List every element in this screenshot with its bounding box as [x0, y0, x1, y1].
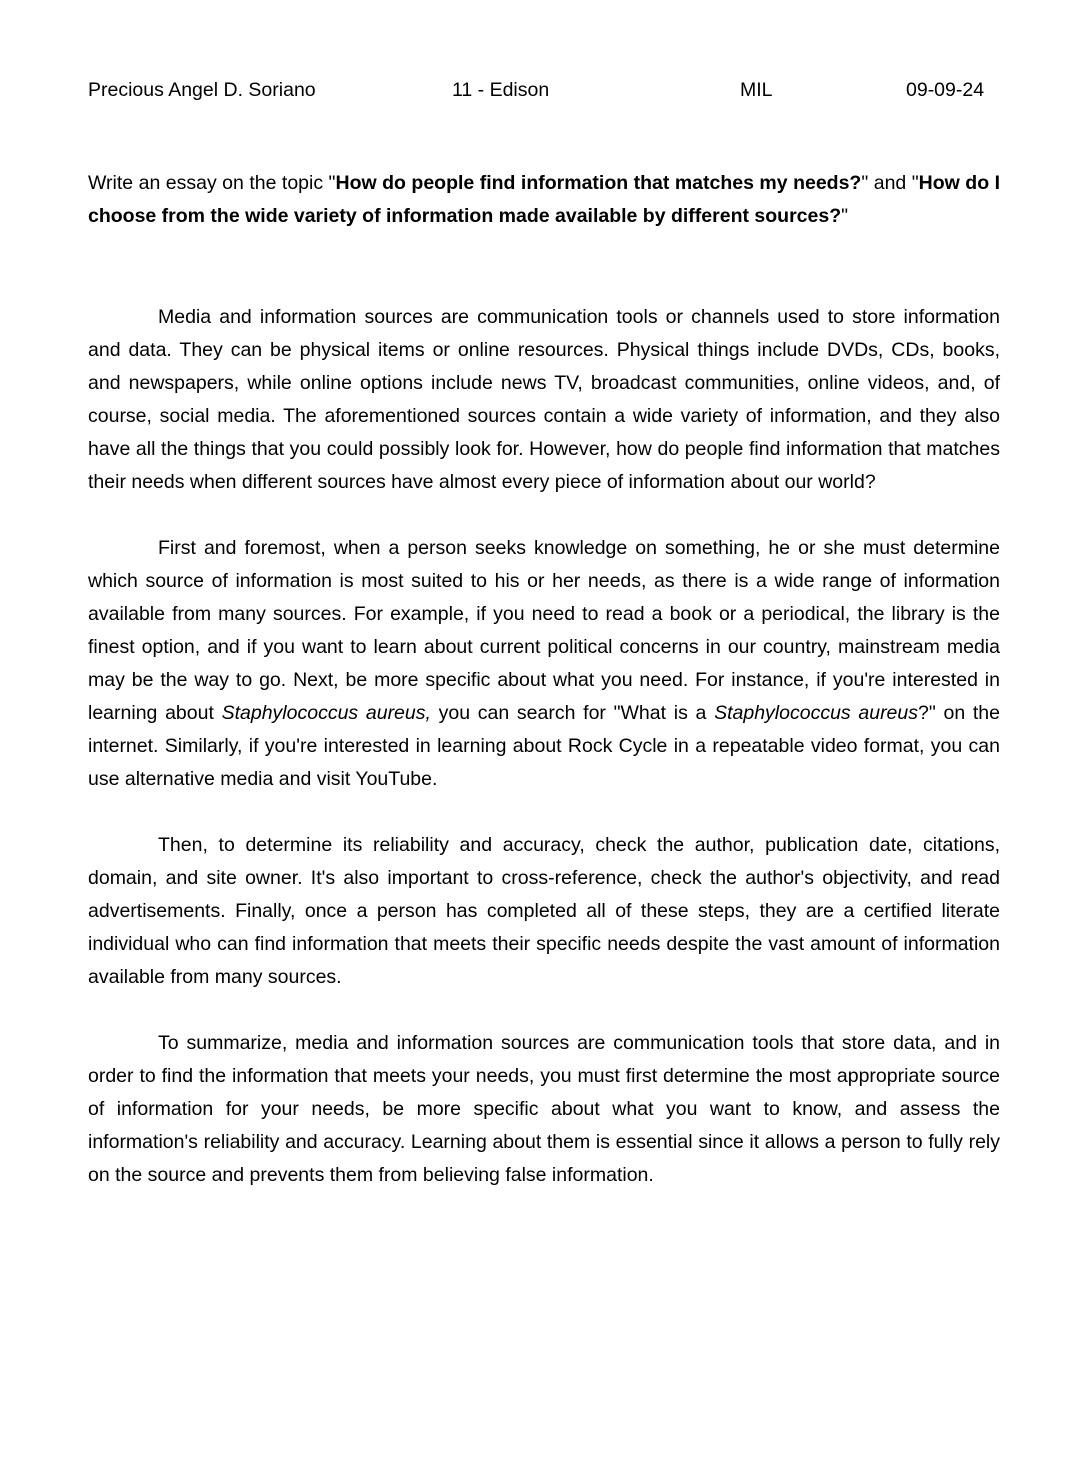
student-name: Precious Angel D. Soriano [88, 79, 316, 101]
document-date: 09-09-24 [906, 79, 985, 101]
essay-paragraph-3: Then, to determine its reliability and accuracy, check the author, publication date, citations, domain, and site owner. It's also important to cross-reference, check the author's objectivity, and read advertisements. Finally, once a person has completed all of these steps, they are a certified literate individual who can find information that meets their specific needs despite the vast amount of information available from many sources. [88, 834, 1000, 988]
essay-paragraph-4: To summarize, media and information sources are communication tools that store data, and in order to find the information that meets your needs, you must first determine the most appropriate source of information for your needs, be more specific about what you want to know, and assess the information's reliability and accuracy. Learning about them is essential since it allows a person to fully rely on the source and prevents them from believing false information. [88, 1032, 1000, 1186]
essay-prompt: Write an essay on the topic "How do people find information that matches my needs?" and "How do I choose from the wide variety of information made available by different sources?" [88, 172, 1000, 227]
document-header [88, 74, 1000, 107]
essay-body [88, 301, 1000, 1192]
subject-code: MIL [740, 79, 773, 101]
essay-paragraph-2: First and foremost, when a person seeks knowledge on something, he or she must determine which source of information is most suited to his or her needs, as there is a wide range of information available from many sources. For example, if you need to read a book or a periodical, the library is the finest option, and if you want to learn about current political concerns in our country, mainstream media may be the way to go. Next, be more specific about what you need. For instance, if you're interested in learning about Staphylococcus aureus, you can search for "What is a Staphylococcus aureus?" on the internet. Similarly, if you're interested in learning about Rock Cycle in a repeatable video format, you can use alternative media and visit YouTube. [88, 537, 1000, 790]
class-section: 11 - Edison [452, 79, 550, 101]
essay-paragraph-1: Media and information sources are communication tools or channels used to store information and data. They can be physical items or online resources. Physical things include DVDs, CDs, books, and newspapers, while online options include news TV, broadcast communities, online videos, and, of course, social media. The aforementioned sources contain a wide variety of information, and they also have all the things that you could possibly look for. However, how do people find information that matches their needs when different sources have almost every piece of information about our world? [88, 306, 1000, 493]
